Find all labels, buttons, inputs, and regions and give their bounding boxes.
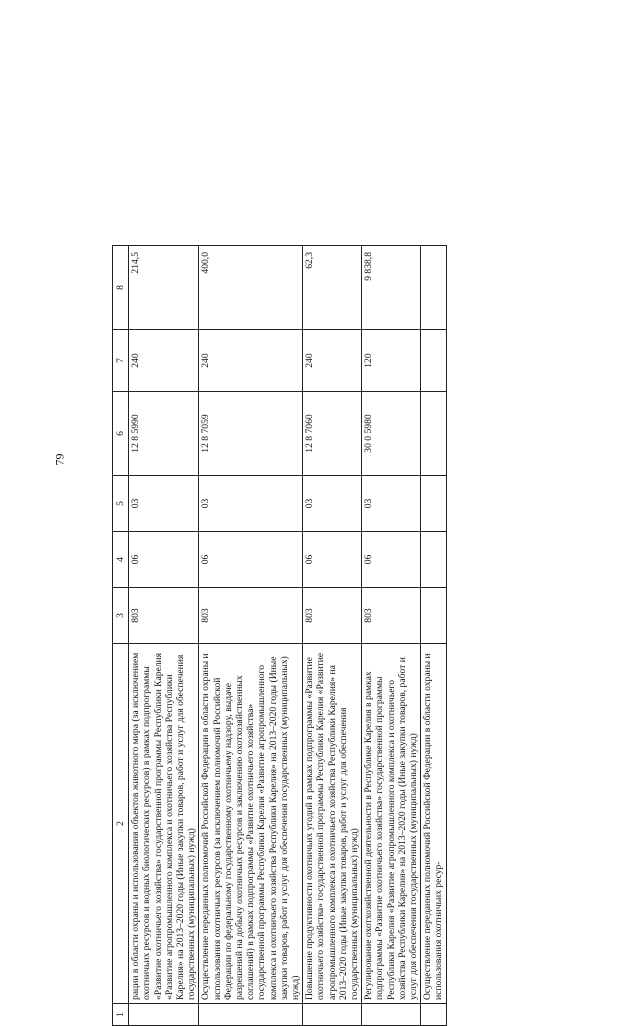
expense-type-cell [421,330,446,392]
column-header-8: 8 [113,246,129,330]
table-row [303,246,362,1026]
table-header-row [113,246,129,1026]
expense-type-cell: 120 [362,330,421,392]
row-number-cell [362,1004,421,1026]
expense-type-cell: 240 [199,330,303,392]
table-row [199,246,303,1026]
grbs-code-cell: 803 [199,588,303,644]
target-article-cell: 12 8 7060 [303,392,362,476]
target-article-cell: 12 8 7059 [199,392,303,476]
row-description-cell: рации в области охраны и использования объектов животного мира (за исключением охотничьих ресурсов и водных биологических ресурсов) в рамках подпрограммы «Развитие охотничьего хозяйства» государственной программы Республики Карелия «Развитие агропромышленного комплекса и охотничьего хозяйства Республики Карелия» на 2013–2020 годы (Иные закупки товаров, работ и услуг для обеспечения государственных (муниципальных) нужд) [129,644,199,1004]
section-code-cell: 06 [199,532,303,588]
row-description-cell: Осуществление переданных полномочий Российской Федерации в области охраны и использования охотничьих ресурсов (за исключением полномочий Российской Федерации по федеральному государственному охотничьему надзору, выдаче разрешений на добычу охотничьих ресурсов и заключению охотхозяйственных соглашений) в рамках подпрограммы «Развитие охотничьего хозяйства» государственной программы Республики Карелия «Развитие агропромышленного комплекса и охотничьего хозяйства Республики Карелия» на 2013–2020 годы (Иные закупки товаров, работ и услуг для обеспечения государственных (муниципальных) нужд) [199,644,303,1004]
subsection-code-cell [421,476,446,532]
subsection-code-cell: 03 [199,476,303,532]
column-header-6: 6 [113,392,129,476]
column-header-1: 1 [113,1004,129,1026]
section-code-cell: 06 [129,532,199,588]
page-number: 79 [52,453,67,466]
subsection-code-cell: 03 [362,476,421,532]
subsection-code-cell: 03 [129,476,199,532]
column-header-2: 2 [113,644,129,1004]
row-number-cell [303,1004,362,1026]
target-article-cell [421,392,446,476]
column-header-4: 4 [113,532,129,588]
section-code-cell: 06 [362,532,421,588]
grbs-code-cell: 803 [129,588,199,644]
amount-cell [421,246,446,330]
table-row [129,246,199,1026]
row-number-cell [129,1004,199,1026]
table-row [362,246,421,1026]
budget-table [112,245,447,1026]
row-description-cell: Осуществление переданных полномочий Российской Федерации в области охраны и использования охотничьих ресур- [421,644,446,1004]
row-description-cell: Повышение продуктивности охотничьих угодий в рамках подпрограммы «Развитие охотничьего хозяйства» государственной программы Республики Карелия «Развитие агропромышленного комплекса и охотничьего хозяйства Республики Карелия» на 2013–2020 годы (Иные закупки товаров, работ и услуг для обеспечения государственных (муниципальных) нужд) [303,644,362,1004]
expense-type-cell: 240 [303,330,362,392]
amount-cell: 62,3 [303,246,362,330]
expense-type-cell: 240 [129,330,199,392]
row-number-cell [421,1004,446,1026]
table-row [421,246,446,1026]
grbs-code-cell: 803 [303,588,362,644]
amount-cell: 214,5 [129,246,199,330]
column-header-7: 7 [113,330,129,392]
budget-table-sheet [112,246,502,1026]
amount-cell: 9 838,8 [362,246,421,330]
grbs-code-cell: 803 [362,588,421,644]
target-article-cell: 30 0 5980 [362,392,421,476]
column-header-3: 3 [113,588,129,644]
column-header-5: 5 [113,476,129,532]
row-number-cell [199,1004,303,1026]
amount-cell: 400,0 [199,246,303,330]
table-body [129,246,446,1026]
grbs-code-cell [421,588,446,644]
section-code-cell: 06 [303,532,362,588]
target-article-cell: 12 8 5990 [129,392,199,476]
row-description-cell: Регулирование охотхозяйственной деятельности в Республике Карелия в рамках подпрограммы «Развитие охотничьего хозяйства» государственной программы Республики Карелия «Развитие агропромышленного комплекса и охотничьего хозяйства Республики Карелия» на 2013–2020 годы (Иные закупки товаров, работ и услуг для обеспечения государственных (муниципальных) нужд) [362,644,421,1004]
section-code-cell [421,532,446,588]
subsection-code-cell: 03 [303,476,362,532]
